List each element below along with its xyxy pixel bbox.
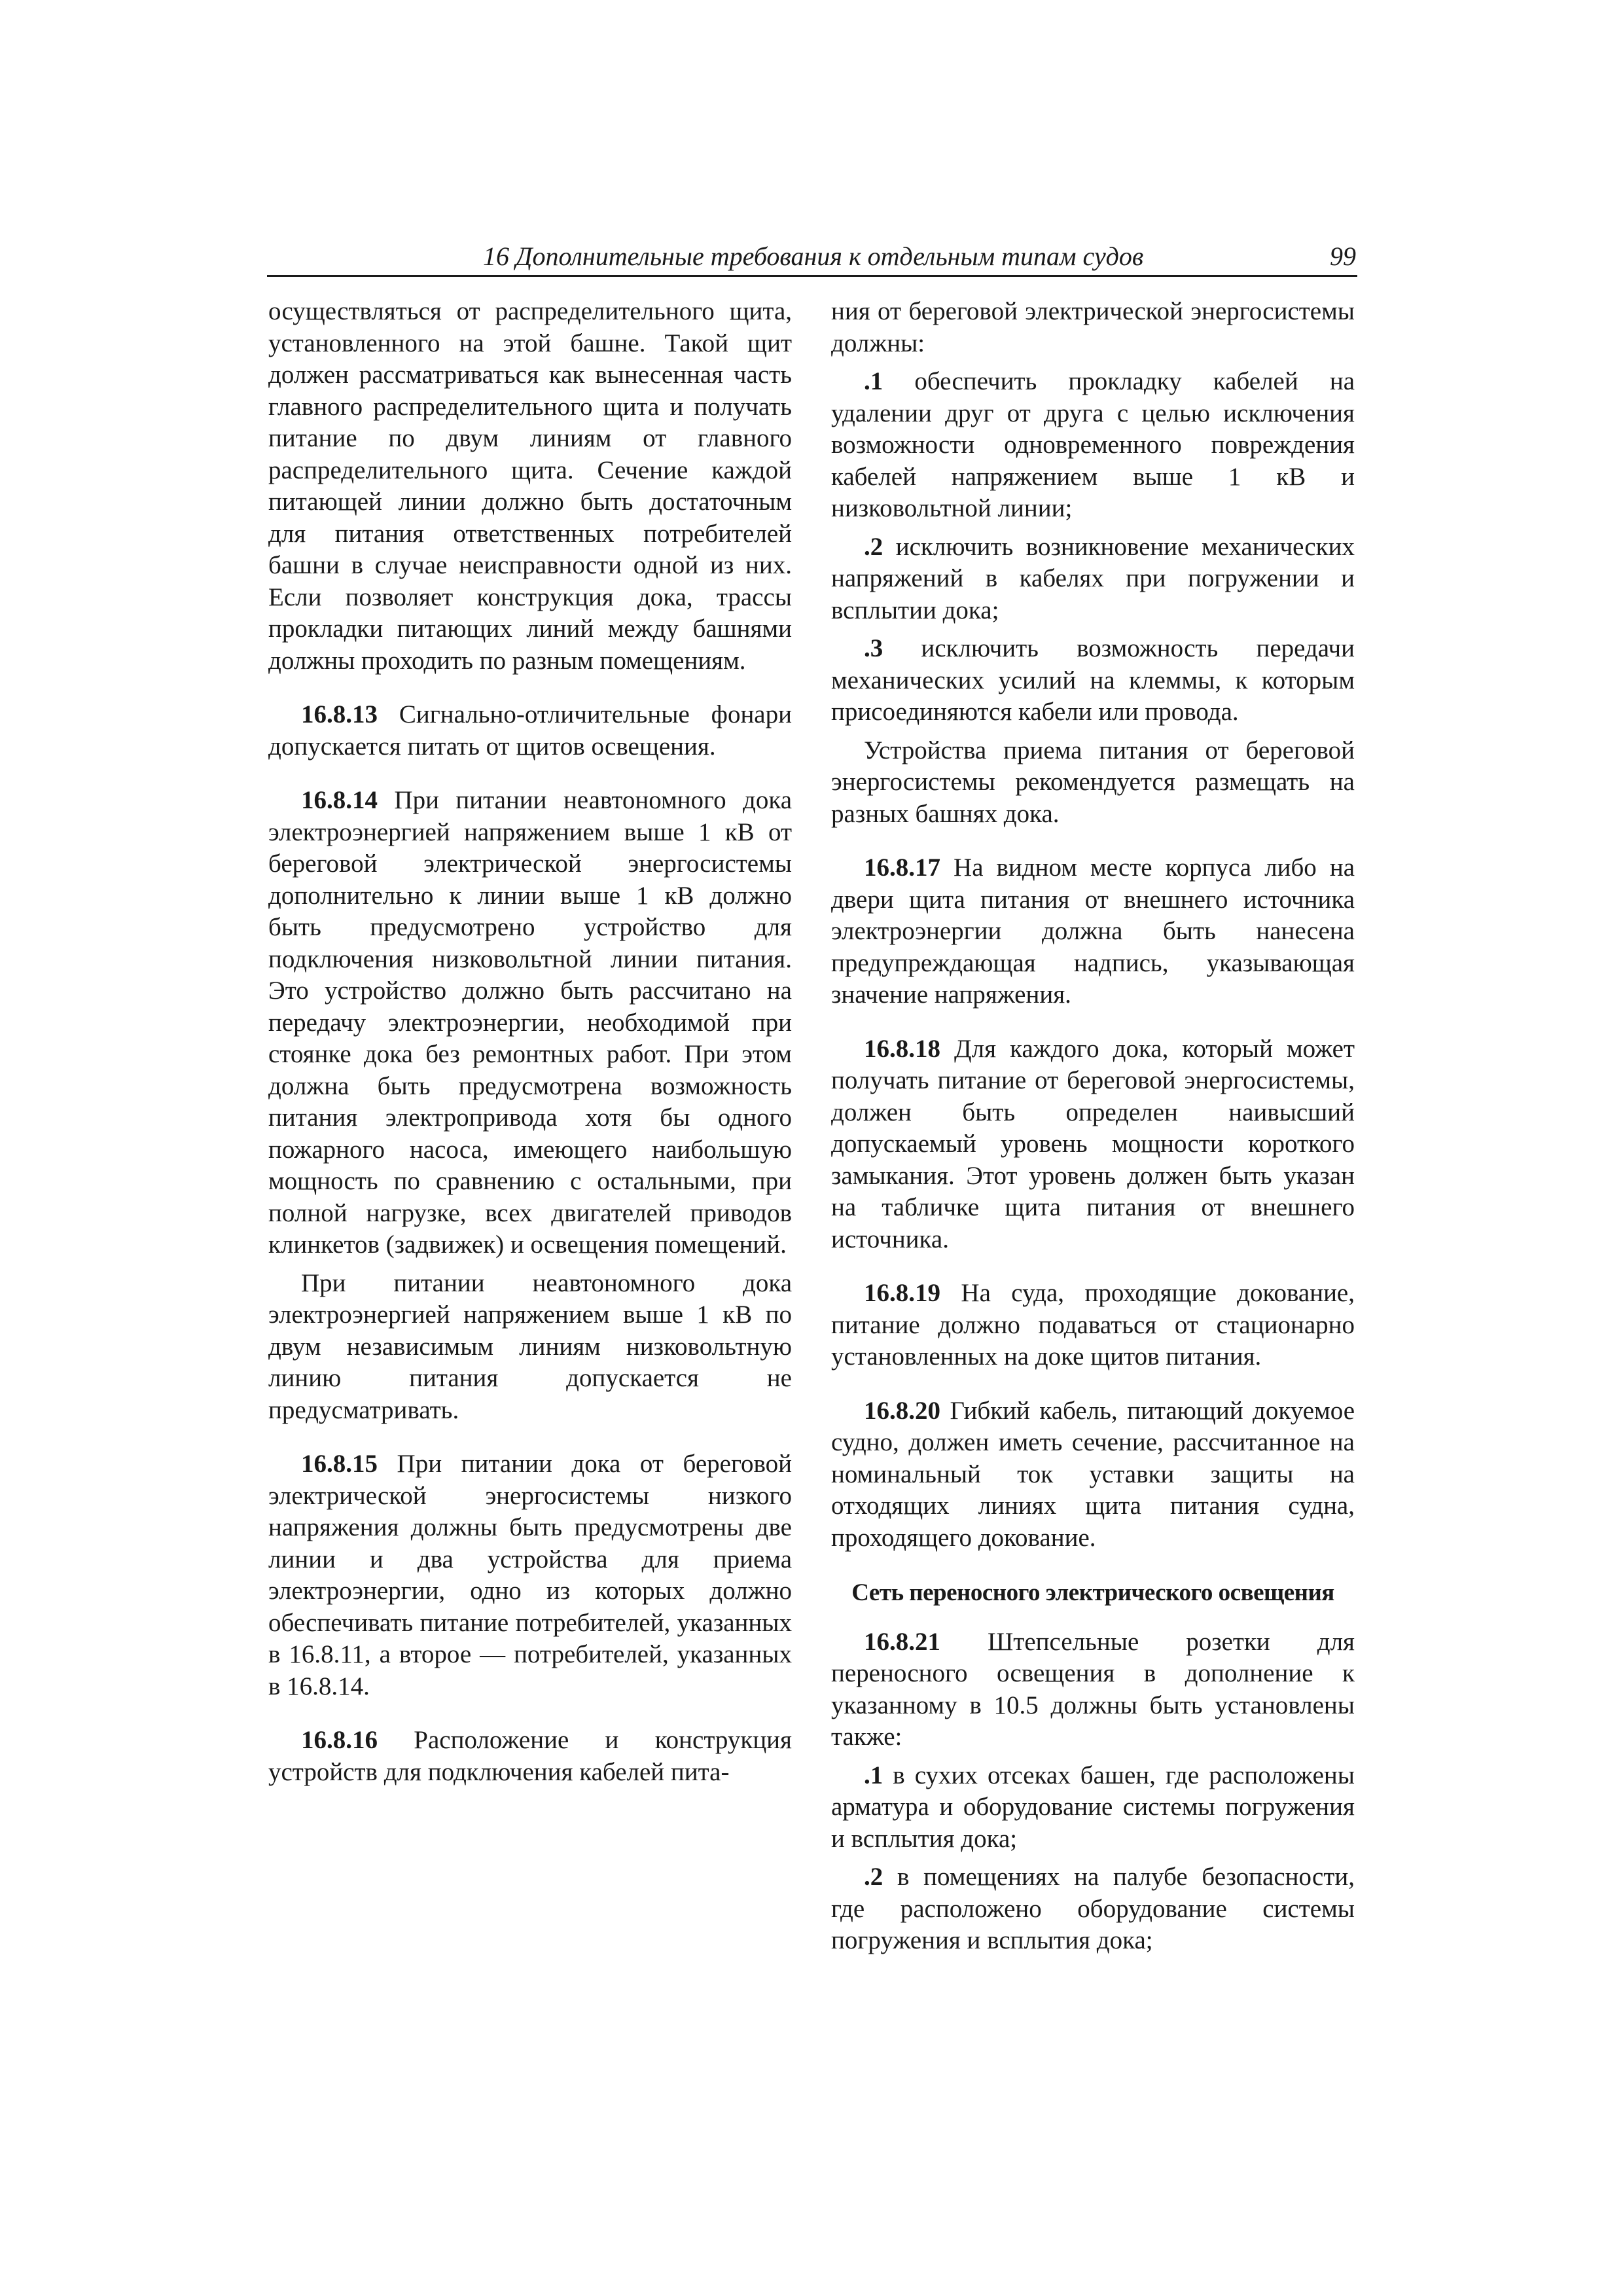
section-16-8-18 xyxy=(831,1033,1355,1256)
section-heading: Сеть переносного электрического освещения xyxy=(851,1579,1334,1606)
paragraph-continuation: осуществляться от распределительного щита, установленного на этой башне. Такой щит должен рассматриваться как вынесенная часть главного распределительного щита и получать питание по двум линиям от главного распределительного щита. Сечение каждой питающей линии должно быть достаточным для питания ответственных потребителей башни в случае неисправности одной из них. Если позволяет конструкция дока, трассы прокладки питающих линий между башнями должны проходить по разным помещениям. xyxy=(268,297,792,675)
section-text: Штепсельные розетки для переносного освещения в дополнение к указанному в 10.5 должны быть установлены также: xyxy=(831,1627,1355,1751)
item-number: .2 xyxy=(864,532,883,561)
section-16-8-16 xyxy=(268,1725,792,1788)
section-number: 16.8.18 xyxy=(864,1034,940,1063)
section-16-8-20 xyxy=(831,1395,1355,1554)
section-number: 16.8.19 xyxy=(864,1279,940,1307)
list-item-2 xyxy=(831,531,1355,627)
section-text: На видном месте корпуса либо на двери щита питания от внешнего источника электроэнергии должна быть нанесена предупреждающая надпись, указывающая значение напряжения. xyxy=(831,853,1355,1009)
list-item-3 xyxy=(831,633,1355,728)
section-number: 16.8.21 xyxy=(864,1627,940,1656)
running-header xyxy=(267,238,1357,277)
section-16-8-14 xyxy=(268,785,792,1261)
item-text: исключить возникновение механических напряжений в кабелях при погружении и всплытии дока; xyxy=(831,532,1355,624)
item-text: исключить возможность передачи механических усилий на клеммы, к которым присоединяются кабели или провода. xyxy=(831,634,1355,726)
item-text: в помещениях на палубе безопасности, где расположено оборудование системы погружения и всплытия дока; xyxy=(831,1863,1355,1954)
right-column xyxy=(831,296,1355,1957)
section-text: При питании дока от береговой электрической энергосистемы низкого напряжения должны быть предусмотрены две линии и два устройства для приема электроэнергии, одно из которых должно обеспечивать питание потребителей, указанных в 16.8.11, а второе — потребителей, указанных в 16.8.14. xyxy=(268,1450,792,1700)
section-16-8-15 xyxy=(268,1448,792,1702)
section-16-8-19 xyxy=(831,1278,1355,1373)
section-16-8-21 xyxy=(831,1626,1355,1753)
section-text: Сигнально-отличительные фонари допускается питать от щитов освещения. xyxy=(268,700,792,761)
recommendation-paragraph: Устройства приема питания от береговой энергосистемы рекомендуется размещать на разных башнях дока. xyxy=(831,736,1355,828)
section-text: На суда, проходящие докование, питание должно подаваться от стационарно установленных на доке щитов питания. xyxy=(831,1279,1355,1371)
section-16-8-14-para2: При питании неавтономного дока электроэнергией напряжением выше 1 кВ по двум независимым линиям низковольтную линию питания допускается не предусматривать. xyxy=(268,1268,792,1424)
paragraph-continuation: ния от береговой электрической энергосистемы должны: xyxy=(831,297,1355,357)
item-number: .1 xyxy=(864,367,883,395)
section-number: 16.8.15 xyxy=(301,1450,378,1478)
section-number: 16.8.17 xyxy=(864,853,940,882)
section-number: 16.8.13 xyxy=(301,700,378,728)
section-16-8-13 xyxy=(268,699,792,762)
page-number: 99 xyxy=(1330,242,1356,271)
item-number: .3 xyxy=(864,634,883,662)
item-text: обеспечить прокладку кабелей на удалении друг от друга с целью исключения возможности одновременного повреждения кабелей напряжением выше 1 кВ и низковольтной линии; xyxy=(831,367,1355,522)
section-number: 16.8.20 xyxy=(864,1396,940,1425)
section-number: 16.8.16 xyxy=(301,1726,378,1754)
section-text: При питании неавтономного дока электроэнергией напряжением выше 1 кВ от береговой электрической энергосистемы дополнительно к линии выше 1 кВ должно быть предусмотрено устройство для подключения низковольтной линии питания. Это устройство должно быть рассчитано на передачу электроэнергии, необходимой при стоянке дока без ремонтных работ. При этом должна быть предусмотрена возможность питания электропривода хотя бы одного пожарного насоса, имеющего наибольшую мощность по сравнению с остальными, при полной нагрузке, всех двигателей приводов клинкетов (задвижек) и освещения помещений. xyxy=(268,786,792,1259)
item-text: в сухих отсеках башен, где расположены арматура и оборудование системы погружения и всплытия дока; xyxy=(831,1761,1355,1853)
section-text: Для каждого дока, который может получать питание от береговой энергосистемы, должен быть определен наивысший допускаемый уровень мощности короткого замыкания. Этот уровень должен быть указан на табличке щита питания от внешнего источника. xyxy=(831,1034,1355,1253)
running-title: 16 Дополнительные требования к отдельным типам судов xyxy=(483,242,1144,271)
section-text: Гибкий кабель, питающий докуемое судно, должен иметь сечение, рассчитанное на номинальный ток уставки защиты на отходящих линиях щита питания судна, проходящего докование. xyxy=(831,1396,1355,1552)
left-column xyxy=(268,296,792,1788)
section-16-8-17 xyxy=(831,852,1355,1011)
section-text: Расположение и конструкция устройств для подключения кабелей пита- xyxy=(268,1726,792,1786)
list-item-1 xyxy=(831,366,1355,525)
section-number: 16.8.14 xyxy=(301,786,378,814)
list-item-2 xyxy=(831,1861,1355,1957)
list-item-1 xyxy=(831,1760,1355,1856)
item-number: .2 xyxy=(864,1863,883,1891)
item-number: .1 xyxy=(864,1761,883,1789)
